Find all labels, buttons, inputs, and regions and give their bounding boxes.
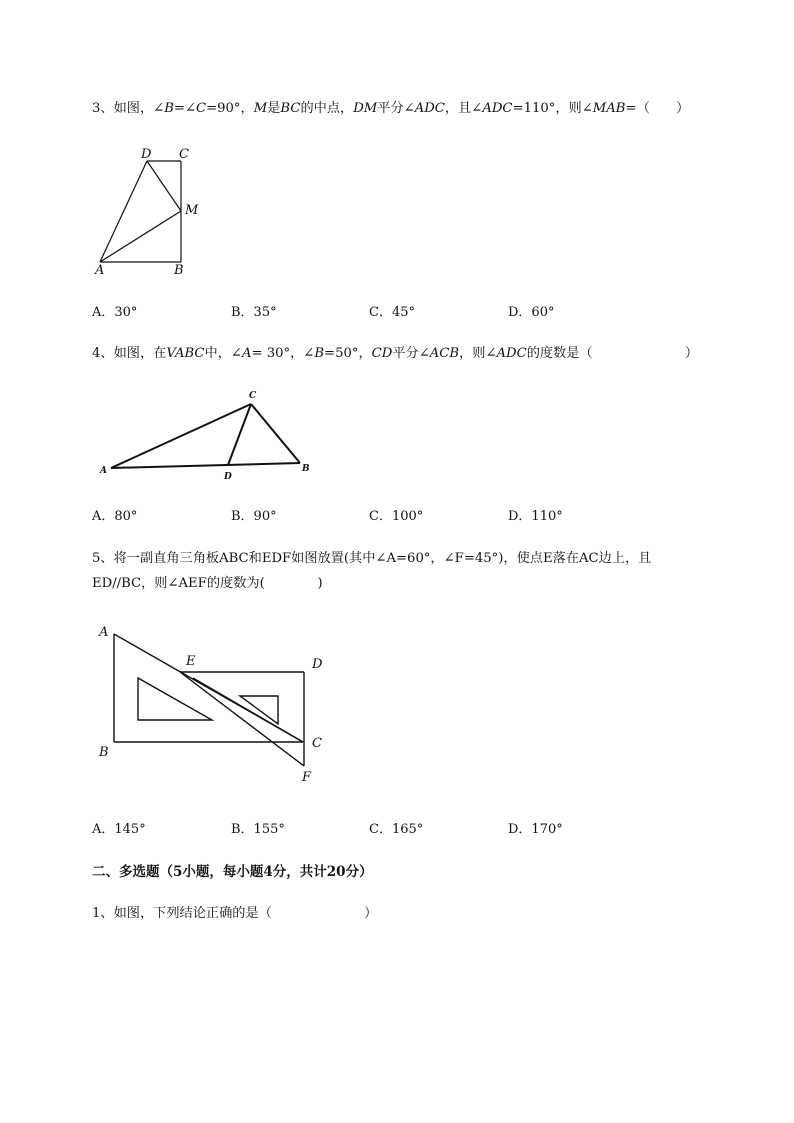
q5-option-a[interactable]: A．145° xyxy=(92,822,146,837)
q4-option-a[interactable]: A．80° xyxy=(92,509,138,524)
q3-label-b: B xyxy=(174,263,184,278)
q3-is: 是 xyxy=(267,101,281,116)
q5-label-c: C xyxy=(312,736,322,751)
q3-blank: =（ ） xyxy=(625,101,690,116)
multi-question-1-text: 1、如图，下列结论正确的是（ ） xyxy=(92,906,378,921)
q3-option-b[interactable]: B．35° xyxy=(231,305,277,320)
q3-midpoint: 的中点， xyxy=(300,101,354,116)
q5-abc-inner-cutout xyxy=(138,678,212,720)
q4-blank: 的度数是（ ） xyxy=(526,346,699,361)
q4-angle-adc: ∠ADC xyxy=(485,346,527,361)
q3-seg-dm: DM xyxy=(353,101,378,116)
q3-seg-bc: BC xyxy=(280,101,301,116)
q3-angle-adc-2: ∠ADC xyxy=(471,101,513,116)
q4-label-d: D xyxy=(224,472,232,482)
q3-option-a[interactable]: A．30° xyxy=(92,305,138,320)
q4-in: 中， xyxy=(204,346,231,361)
q4-triangle-abc: VABC xyxy=(166,346,205,361)
question-5-text-line1: 5、将一副直角三角板ABC和EDF如图放置(其中∠A=60°，∠F=45°)，使点E落在AC边上，且 xyxy=(92,551,652,566)
q3-angle-c: ∠C xyxy=(184,101,207,116)
q4-number: 4、如图，在 xyxy=(92,346,167,361)
q4-bisects: 平分 xyxy=(392,346,419,361)
q4-seg-ac xyxy=(111,404,251,468)
q5-option-d[interactable]: D．170° xyxy=(508,822,563,837)
q4-option-d[interactable]: D．110° xyxy=(508,509,563,524)
q3-label-c: C xyxy=(179,147,189,162)
q5-label-d: D xyxy=(312,657,323,672)
q4-angle-a: ∠A xyxy=(230,346,252,361)
q3-eq: = xyxy=(173,101,185,116)
question-3-text xyxy=(92,100,689,118)
q3-seg-am xyxy=(100,211,181,262)
q4-angle-b: ∠B xyxy=(303,346,325,361)
q3-label-d: D xyxy=(141,147,152,162)
q4-seg-cd xyxy=(228,404,251,465)
q5-option-b[interactable]: B．155° xyxy=(231,822,285,837)
q3-and: ，且 xyxy=(444,101,472,116)
q5-label-a: A xyxy=(99,625,109,640)
q5-seg-ef xyxy=(180,672,304,766)
q4-50deg: =50°， xyxy=(324,346,372,361)
q4-label-b: B xyxy=(302,464,310,474)
q5-option-c[interactable]: C．165° xyxy=(369,822,424,837)
q5-label-e: E xyxy=(186,654,196,669)
q3-option-d[interactable]: D．60° xyxy=(508,305,555,320)
q5-edf-inner-edge xyxy=(193,678,303,742)
q4-option-b[interactable]: B．90° xyxy=(231,509,277,524)
q3-angle-b: ∠B xyxy=(153,101,174,116)
q3-angle-adc: ∠ADC xyxy=(403,101,445,116)
q4-label-c: C xyxy=(249,391,257,401)
q5-edf-inner-cutout xyxy=(240,696,278,724)
q4-option-c[interactable]: C．100° xyxy=(369,509,424,524)
q3-seg-dm xyxy=(147,161,181,211)
q4-seg-cb xyxy=(251,404,300,463)
q4-label-a: A xyxy=(100,466,107,476)
q4-seg-cd: CD xyxy=(371,346,393,361)
question-4-text xyxy=(92,345,698,363)
q3-point-m: M xyxy=(253,101,268,116)
q3-90deg: =90°， xyxy=(206,101,254,116)
q3-number: 3、如图， xyxy=(92,101,154,116)
q5-seg-ac xyxy=(114,634,303,742)
q3-label-a: A xyxy=(95,263,105,278)
q3-110deg: =110°，则 xyxy=(512,101,582,116)
q5-label-f: F xyxy=(302,770,312,785)
question-5-text-line2: ED//BC，则∠AEF的度数为( ) xyxy=(92,576,323,591)
q4-angle-acb: ∠ACB xyxy=(418,346,460,361)
q4-then: ，则 xyxy=(459,346,486,361)
q3-option-c[interactable]: C．45° xyxy=(369,305,415,320)
q3-label-m: M xyxy=(185,203,199,218)
q3-bisects: 平分 xyxy=(377,101,404,116)
section-2-heading: 二、多选题（5小题，每小题4分，共计20分） xyxy=(92,864,373,880)
q3-angle-mab: ∠MAB xyxy=(581,101,626,116)
q5-label-b: B xyxy=(99,745,109,760)
q3-seg-ad xyxy=(100,161,147,262)
q4-seg-ab xyxy=(111,463,300,468)
q4-30deg: = 30°， xyxy=(251,346,304,361)
